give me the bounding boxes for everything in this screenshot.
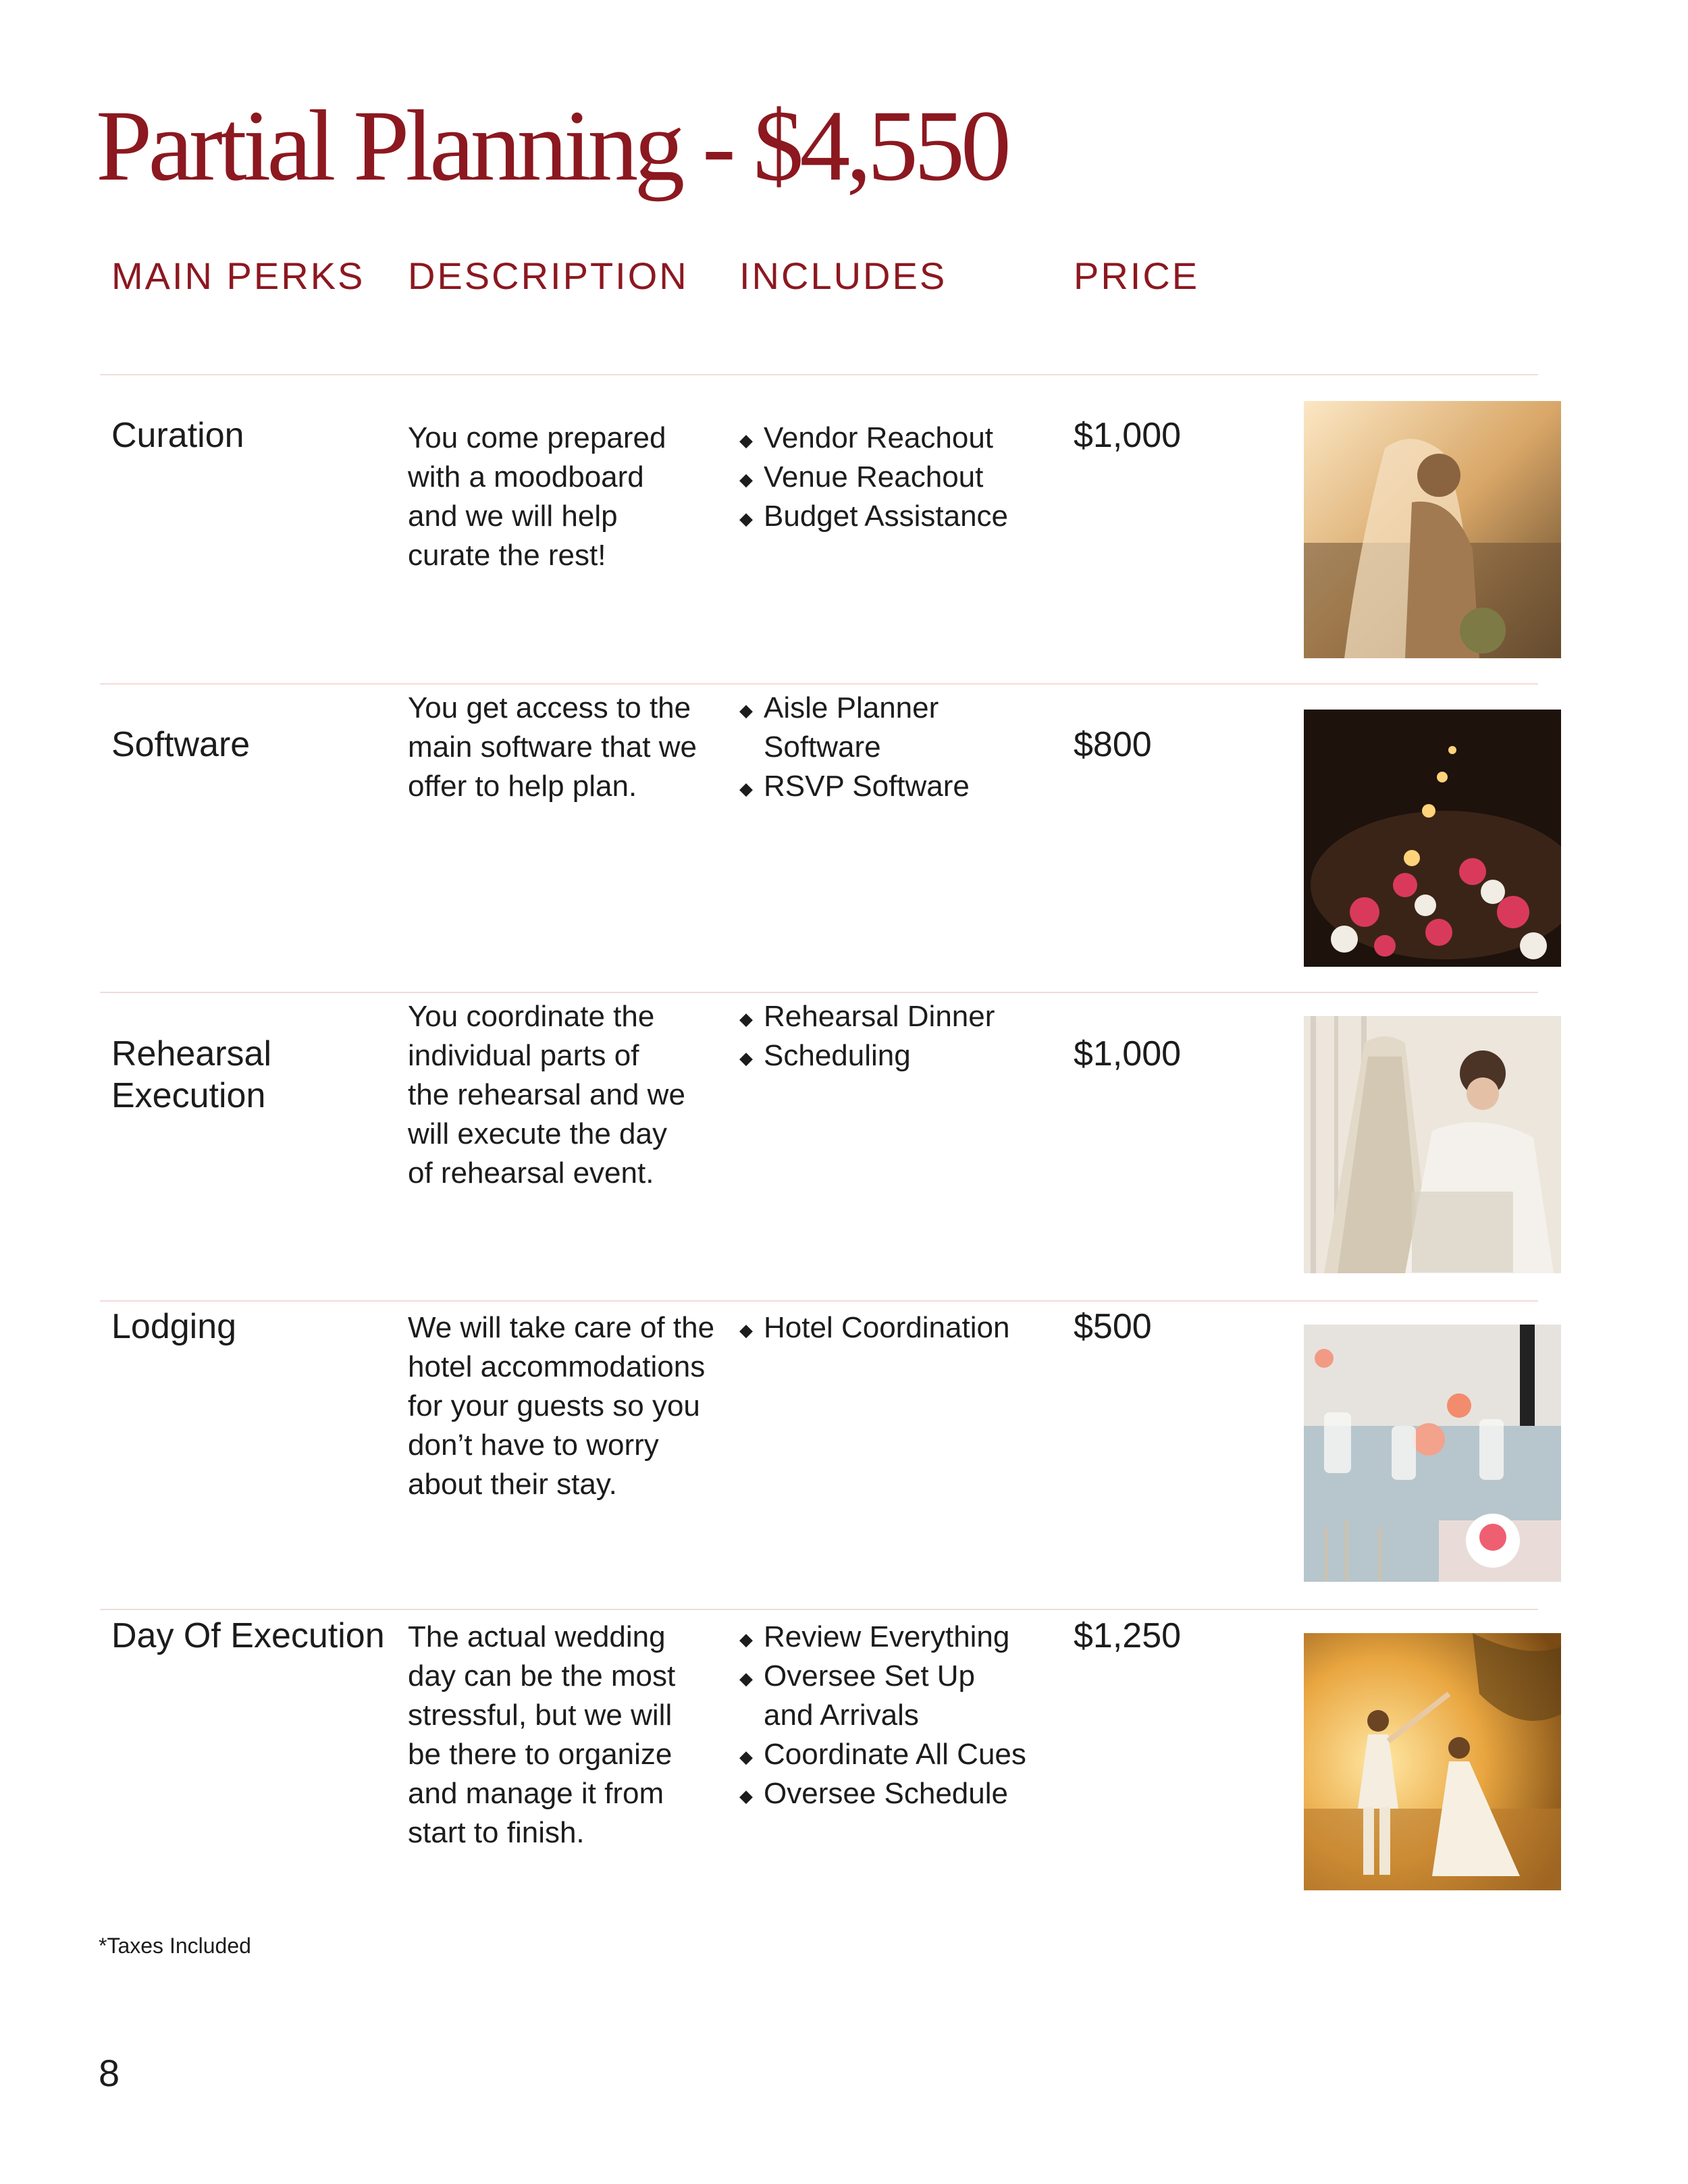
description-software [408, 689, 697, 806]
description-line: with a moodboard [408, 460, 644, 494]
includes-day-of-execution [739, 1618, 1026, 1813]
description-line: We will take care of the [408, 1311, 715, 1344]
include-item: ◆ Budget Assistance [739, 497, 1008, 536]
row-divider [100, 992, 1538, 993]
header-includes: INCLUDES [739, 255, 947, 297]
header-description: DESCRIPTION [408, 255, 689, 297]
description-line: of rehearsal event. [408, 1156, 654, 1190]
description-line: and manage it from [408, 1777, 664, 1810]
diamond-bullet-icon: ◆ [739, 508, 753, 529]
description-line: offer to help plan. [408, 770, 637, 803]
couple-dancing-sunset-photo [1304, 1633, 1561, 1890]
diamond-bullet-icon: ◆ [739, 1747, 753, 1767]
diamond-bullet-icon: ◆ [739, 469, 753, 489]
description-line: curate the rest! [408, 539, 606, 572]
include-item: ◆ Review Everything [739, 1618, 1026, 1657]
description-line: and we will help [408, 500, 618, 533]
diamond-bullet-icon: ◆ [739, 1048, 753, 1068]
header-price: PRICE [1074, 255, 1200, 297]
diamond-bullet-icon: ◆ [739, 1668, 753, 1688]
floral-candle-centerpiece-photo [1304, 710, 1561, 967]
include-item: ◆ Scheduling [739, 1036, 995, 1075]
description-lodging [408, 1308, 714, 1504]
include-item: ◆ Venue Reachout [739, 458, 1008, 497]
price-rehearsal-execution: $1,000 [1074, 1034, 1182, 1073]
includes-rehearsal-execution [739, 997, 995, 1075]
include-item: ◆ RSVP Software [739, 767, 970, 806]
include-item: ◆ Coordinate All Cues [739, 1735, 1026, 1774]
description-line: the rehearsal and we [408, 1078, 685, 1111]
header-main-perks: MAIN PERKS [111, 255, 365, 297]
diamond-bullet-icon: ◆ [739, 1786, 753, 1806]
include-item: ◆ Rehearsal Dinner [739, 997, 995, 1036]
description-line: main software that we [408, 730, 697, 764]
description-line: individual parts of [408, 1039, 639, 1072]
include-item-continuation: and Arrivals [764, 1699, 919, 1732]
include-item: ◆ Aisle Planner [739, 689, 970, 728]
row-divider [100, 374, 1538, 375]
description-line: start to finish. [408, 1816, 585, 1849]
includes-software [739, 689, 970, 806]
description-line: You come prepared [408, 421, 666, 454]
diamond-bullet-icon: ◆ [739, 700, 753, 720]
description-line: hotel accommodations [408, 1350, 706, 1383]
row-divider [100, 1609, 1538, 1610]
diamond-bullet-icon: ◆ [739, 1629, 753, 1649]
description-line: day can be the most [408, 1659, 676, 1693]
include-item: ◆ Vendor Reachout [739, 419, 1008, 458]
include-item-continuation: Software [764, 730, 881, 764]
perk-line: Rehearsal [111, 1034, 272, 1073]
price-software: $800 [1074, 725, 1152, 764]
description-line: stressful, but we will [408, 1699, 672, 1732]
perk-curation: Curation [111, 416, 244, 455]
price-lodging: $500 [1074, 1307, 1152, 1346]
page-title: Partial Planning - $4,550 [96, 90, 1007, 202]
diamond-bullet-icon: ◆ [739, 778, 753, 799]
description-line: about their stay. [408, 1468, 617, 1501]
page-number: 8 [99, 2052, 120, 2094]
include-item: ◆ Oversee Set Up [739, 1657, 1026, 1696]
diamond-bullet-icon: ◆ [739, 1320, 753, 1340]
description-day-of-execution [408, 1618, 675, 1853]
description-line: be there to organize [408, 1738, 672, 1771]
table-setting-flowers-photo [1304, 1325, 1561, 1582]
footnote: *Taxes Included [99, 1934, 251, 1958]
perk-software: Software [111, 725, 250, 764]
include-item: ◆ Oversee Schedule [739, 1774, 1026, 1813]
row-divider [100, 683, 1538, 685]
description-line: You get access to the [408, 691, 691, 724]
perk-rehearsal-execution [111, 1033, 271, 1117]
description-line: The actual wedding [408, 1620, 666, 1653]
bride-veil-sunset-photo [1304, 401, 1561, 658]
description-curation [408, 419, 666, 575]
includes-lodging [739, 1308, 1009, 1348]
perk-line: Execution [111, 1076, 266, 1115]
price-day-of-execution: $1,250 [1074, 1616, 1182, 1655]
perk-day-of-execution: Day Of Execution [111, 1616, 385, 1655]
diamond-bullet-icon: ◆ [739, 1009, 753, 1029]
includes-curation [739, 419, 1008, 536]
description-line: You coordinate the [408, 1000, 655, 1033]
description-line: for your guests so you [408, 1389, 700, 1422]
diamond-bullet-icon: ◆ [739, 430, 753, 450]
price-curation: $1,000 [1074, 416, 1182, 455]
row-divider [100, 1300, 1538, 1302]
description-line: don’t have to worry [408, 1429, 659, 1462]
description-rehearsal-execution [408, 997, 685, 1193]
perk-lodging: Lodging [111, 1307, 237, 1346]
description-line: will execute the day [408, 1117, 667, 1150]
bride-holding-dress-photo [1304, 1016, 1561, 1273]
include-item: ◆ Hotel Coordination [739, 1308, 1009, 1348]
